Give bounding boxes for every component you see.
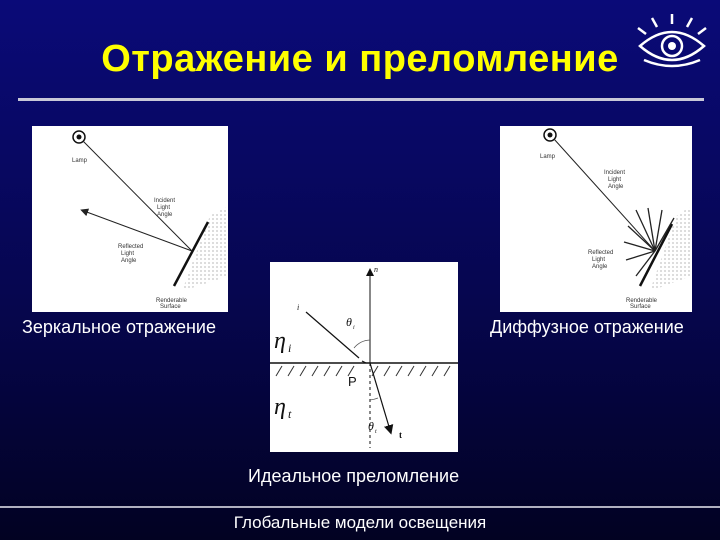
reflected-label-3: Angle <box>121 258 137 264</box>
specular-caption: Зеркальное отражение <box>22 317 216 337</box>
incident-label-2: Light <box>608 177 622 183</box>
slide-title: Отражение и преломление <box>101 38 619 80</box>
reflected-label-3: Angle <box>592 264 608 270</box>
theta-t-symbol: θ <box>368 419 374 433</box>
reflected-label-1: Reflected <box>118 244 144 250</box>
refraction-diagram <box>270 262 458 452</box>
theta-i-arc <box>354 340 370 348</box>
theta-i-symbol: θ <box>346 315 352 329</box>
reflected-label-2: Light <box>121 251 135 257</box>
eye-logo-icon <box>632 10 712 80</box>
lamp-label: Lamp <box>540 154 556 160</box>
eta-i-subscript: i <box>288 341 292 355</box>
eta-i-symbol: η <box>274 328 286 354</box>
incident-label-1: Incident <box>154 198 176 204</box>
theta-t-arc <box>370 398 378 400</box>
theta-i-subscript: i <box>353 325 355 331</box>
theta-t-subscript: t <box>375 429 377 435</box>
surface-label-1: Renderable <box>156 298 188 304</box>
incident-label-3: Angle <box>608 184 624 190</box>
surface-label-1: Renderable <box>626 298 658 304</box>
specular-reflection-diagram <box>32 126 228 312</box>
refraction-caption: Идеальное преломление <box>248 466 460 486</box>
footer-title: Глобальные модели освещения <box>233 513 487 532</box>
footer-divider <box>0 506 720 508</box>
eta-t-subscript: t <box>288 407 292 421</box>
incident-ray <box>83 141 192 251</box>
incident-label-1: Incident <box>604 170 626 176</box>
eta-t-symbol: η <box>274 394 286 420</box>
diffuse-caption: Диффузное отражение <box>490 317 684 337</box>
incident-ray <box>554 139 655 251</box>
interface-hatching <box>276 366 450 376</box>
title-divider <box>18 98 704 101</box>
reflected-label-1: Reflected <box>588 250 614 256</box>
transmitted-label: t <box>399 430 402 440</box>
reflected-label-2: Light <box>592 257 606 263</box>
lamp-label: Lamp <box>72 158 88 164</box>
surface-label-2: Surface <box>160 304 181 310</box>
incident-label-2: Light <box>157 205 171 211</box>
incoming-label: i <box>297 303 300 312</box>
normal-label: n <box>374 265 378 274</box>
diffuse-reflection-diagram <box>500 126 692 312</box>
point-label: P <box>348 374 357 389</box>
incident-label-3: Angle <box>157 212 173 218</box>
surface-label-2: Surface <box>630 304 651 310</box>
